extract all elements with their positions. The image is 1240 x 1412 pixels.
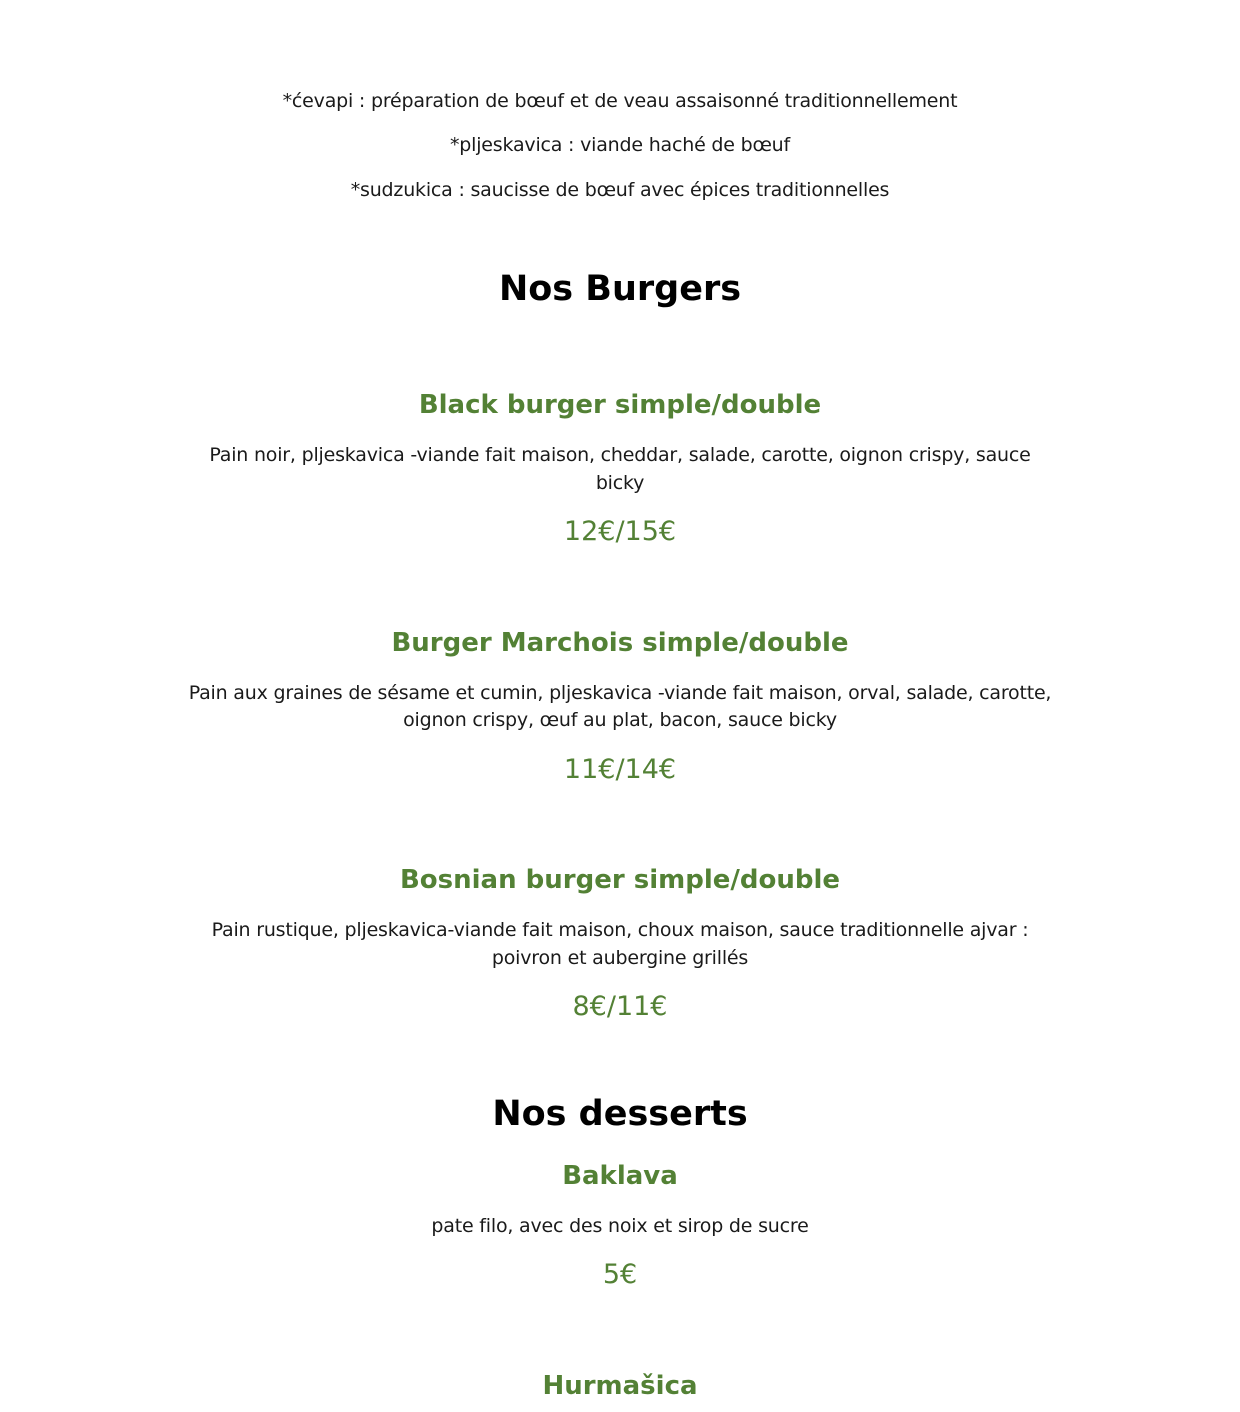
item-price-bosnian-burger: 8€/11€ bbox=[572, 991, 668, 1022]
item-name-black-burger: Black burger simple/double bbox=[418, 390, 822, 420]
note-cevapi: *ćevapi : préparation de bœuf et de veau assaisonné traditionnellement bbox=[282, 90, 958, 112]
item-price-baklava: 5€ bbox=[602, 1259, 638, 1290]
item-name-baklava: Baklava bbox=[562, 1161, 678, 1191]
item-name-burger-marchois: Burger Marchois simple/double bbox=[391, 628, 849, 658]
item-description-line: Pain aux graines de sésame et cumin, pljeskavica -viande fait maison, orval, salade, carotte, bbox=[188, 682, 1052, 704]
note-sudzukica: *sudzukica : saucisse de bœuf avec épices traditionnelles bbox=[350, 179, 890, 201]
note-pljeskavica: *pljeskavica : viande haché de bœuf bbox=[449, 134, 791, 156]
item-description-line: Pain noir, pljeskavica -viande fait maison, cheddar, salade, carotte, oignon crispy, sauce bbox=[209, 444, 1031, 466]
item-name-bosnian-burger: Bosnian burger simple/double bbox=[399, 865, 841, 895]
item-price-black-burger: 12€/15€ bbox=[563, 516, 677, 547]
item-description-line: pate filo, avec des noix et sirop de sucre bbox=[431, 1215, 809, 1237]
item-description-line: poivron et aubergine grillés bbox=[491, 947, 749, 969]
item-description-line: oignon crispy, œuf au plat, bacon, sauce bicky bbox=[403, 709, 837, 731]
item-name-hurmasica: Hurmašica bbox=[542, 1371, 698, 1401]
section-title-desserts: Nos desserts bbox=[492, 1094, 748, 1134]
section-title-burgers: Nos Burgers bbox=[498, 269, 742, 309]
item-description-line: Pain rustique, pljeskavica-viande fait maison, choux maison, sauce traditionnelle ajvar : bbox=[211, 919, 1029, 941]
item-description-line: bicky bbox=[595, 472, 645, 494]
item-price-burger-marchois: 11€/14€ bbox=[563, 754, 677, 785]
